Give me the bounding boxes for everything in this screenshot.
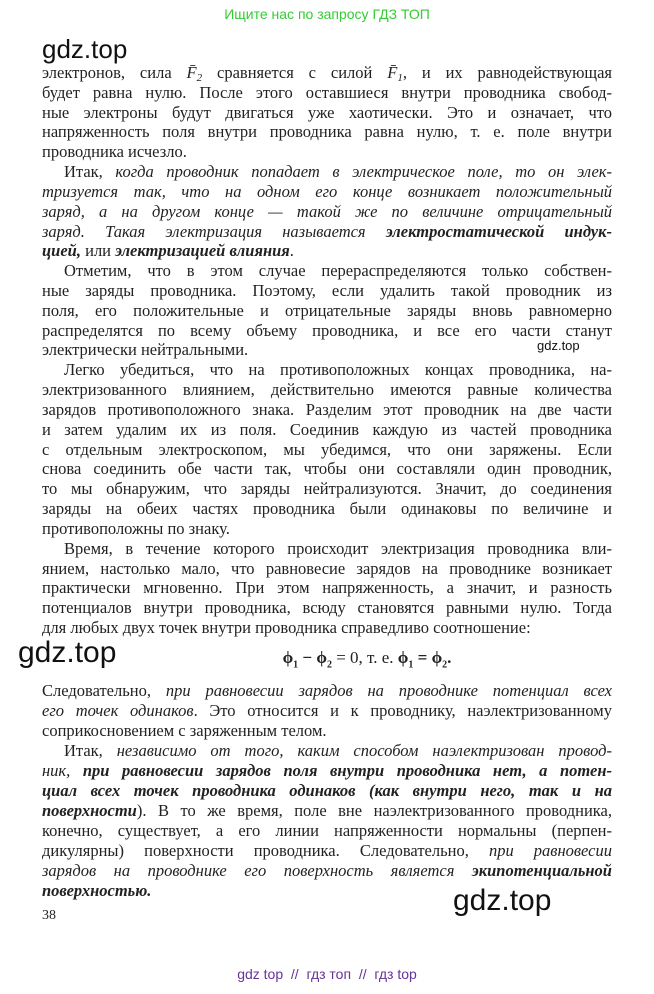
- text-line: [42, 801, 612, 822]
- text-line: [42, 539, 612, 560]
- subscript: 1: [408, 659, 414, 671]
- text-line: [42, 681, 612, 702]
- text-segment: . Это относится и к проводнику, наэлектризованному: [193, 701, 612, 720]
- text-line: [42, 559, 612, 580]
- text-segment: или: [85, 241, 116, 261]
- text-segment: зарядов противоположного знака. Разделим этот проводник на две части: [42, 399, 612, 419]
- phi-symbol: ϕ: [397, 648, 409, 667]
- text-segment: ник,: [42, 761, 83, 780]
- formula-part: −: [298, 648, 317, 667]
- formula-part: =: [413, 648, 432, 667]
- text-line: [42, 162, 612, 183]
- text-line: [42, 721, 612, 742]
- text-line: [42, 103, 612, 124]
- text-segment: F̄: [387, 63, 398, 82]
- text-segment: поверхностью.: [42, 881, 152, 900]
- formula-part: .: [447, 648, 452, 667]
- text-segment: F̄: [186, 63, 197, 82]
- text-line: [42, 459, 612, 480]
- text-segment: поля, его положительные и отрицательные заряды вновь равномерно: [42, 300, 612, 320]
- text-line: [42, 578, 612, 599]
- text-line: [42, 142, 612, 163]
- text-line: [42, 841, 612, 862]
- text-line: [42, 821, 612, 842]
- text-line: [42, 618, 612, 639]
- text-line: [42, 741, 612, 762]
- text-segment: электронов, сила: [42, 63, 187, 82]
- text-line: [42, 281, 612, 302]
- subscript: 2: [326, 659, 332, 671]
- subscript: 1: [293, 659, 299, 671]
- text-line: [42, 380, 612, 401]
- text-segment: зарядов на проводнике его поверхность является: [42, 861, 472, 880]
- text-line: [42, 63, 612, 84]
- text-line: [42, 781, 612, 802]
- text-segment: то мы обнаружим, что заряды нейтрализуются. Значит, до соединения: [42, 479, 612, 499]
- text-segment: электризованного влиянием, действительно имеются равные количества: [42, 380, 612, 400]
- text-segment: снова соединить обе части так, чтобы они составляли один проводник,: [42, 459, 612, 479]
- phi-symbol: ϕ: [431, 648, 443, 667]
- text-segment: электростатической индук-: [385, 221, 612, 241]
- phi-symbol: ϕ: [316, 648, 327, 667]
- text-line: [42, 301, 612, 322]
- text-segment: конечно, существует, а его линии напряженности нормальны (перпен-: [42, 821, 612, 840]
- text-segment: тризуется так, что на одном его конце возникает положительный: [42, 181, 612, 201]
- text-segment: распределятся по всему объему проводника, и все его части станут: [42, 320, 612, 340]
- text-segment: Итак,: [64, 741, 117, 760]
- text-line: [42, 761, 612, 782]
- watermark-logo: gdz.top: [453, 884, 552, 917]
- text-segment: с отдельным электроскопом, мы убедимся, что они заряжены. Если: [42, 439, 612, 459]
- text-segment: практически мгновенно. При этом напряженность, а значит, и разность: [42, 578, 612, 598]
- text-segment: его точек одинаков: [42, 701, 194, 720]
- watermark-logo: gdz.top: [18, 636, 117, 669]
- text-line: [42, 861, 612, 882]
- text-segment: поверхности: [42, 801, 137, 820]
- text-segment: ные заряды проводника. Поэтому, если удалить такой проводник из: [42, 281, 612, 301]
- text-line: [42, 499, 612, 520]
- text-line: [42, 202, 612, 223]
- text-segment: ные электроны будут двигаться уже хаотически. Это и означает, что: [42, 102, 612, 122]
- text-line: [42, 420, 612, 441]
- text-segment: Следовательно,: [42, 681, 166, 700]
- bottom-banner: gdz top // гдз топ // гдз top: [237, 966, 417, 982]
- text-segment: при равновесии: [488, 841, 612, 860]
- text-line: [42, 440, 612, 461]
- text-segment: 2: [196, 72, 203, 84]
- text-segment: электризацией влияния: [115, 241, 290, 261]
- text-line: [42, 360, 612, 381]
- text-line: [42, 701, 612, 722]
- page-number: 38: [42, 908, 56, 923]
- text-segment: противоположны по знаку.: [42, 518, 230, 538]
- top-banner: Ищите нас по запросу ГДЗ ТОП: [224, 6, 430, 22]
- text-segment: независимо от того, каким способом наэлектризован провод-: [116, 741, 612, 760]
- text-segment: заряд, а на другом конце — такой же по величине отрицательный: [42, 201, 612, 221]
- text-segment: соприкосновением с заряженным телом.: [42, 721, 327, 740]
- text-segment: Отметим, что в этом случае перераспределяются только собствен-: [64, 261, 612, 281]
- text-line: [42, 340, 612, 361]
- text-segment: янием, настолько мало, что равновесие зарядов на проводнике возникает: [42, 558, 612, 578]
- text-segment: заряд. Такая электризация называется: [42, 221, 386, 241]
- text-segment: циал всех точек проводника одинаков (как внутри него, так и на: [42, 781, 612, 800]
- text-line: [42, 881, 612, 902]
- text-segment: Итак,: [64, 162, 116, 182]
- text-line: [42, 479, 612, 500]
- text-line: [42, 241, 612, 262]
- text-segment: Время, в течение которого происходит электризация проводника вли-: [64, 538, 612, 558]
- watermark-logo: gdz.top: [537, 338, 580, 353]
- text-line: [42, 400, 612, 421]
- text-segment: , и их равнодействующая: [402, 63, 612, 82]
- text-segment: потенциалов внутри проводника, всюду становятся равными нулю. Тогда: [42, 598, 612, 618]
- text-segment: сравняется с силой: [202, 63, 388, 82]
- subscript: 2: [442, 659, 448, 671]
- formula-part: = 0, т. е.: [331, 648, 398, 667]
- text-segment: при равновесии зарядов на проводнике потенциал всех: [165, 681, 612, 700]
- text-segment: ). В то же время, поле вне наэлектризованного проводника,: [136, 801, 612, 820]
- text-line: [42, 598, 612, 619]
- text-segment: Легко убедиться, что на противоположных концах проводника, на-: [64, 360, 612, 380]
- text-line: [42, 519, 612, 540]
- text-line: [42, 261, 612, 282]
- phi-symbol: ϕ: [282, 648, 294, 667]
- text-segment: будет равна нулю. После этого оставшиеся внутри проводника свобод-: [42, 82, 612, 102]
- text-line: [42, 122, 612, 143]
- formula: [40, 648, 654, 670]
- text-segment: 1: [397, 72, 403, 84]
- text-segment: экипотенциальной: [471, 861, 612, 880]
- text-segment: и затем удалим их из поля. Соединив каждую из частей проводника: [42, 419, 612, 439]
- text-segment: когда проводник попадает в электрическое поле, то он элек-: [115, 162, 612, 182]
- text-line: [42, 321, 612, 342]
- text-segment: проводника исчезло.: [42, 142, 187, 162]
- text-segment: .: [289, 241, 294, 261]
- text-segment: при равновесии зарядов поля внутри проводника нет, а потен-: [82, 761, 612, 780]
- text-line: [42, 182, 612, 203]
- text-line: [42, 222, 612, 243]
- text-segment: напряженность поля внутри проводника равна нулю, т. е. поле внутри: [42, 122, 612, 142]
- text-segment: дикулярны) поверхности проводника. Следовательно,: [42, 841, 489, 860]
- text-segment: заряды на обеих частях проводника были одинаковы по величине и: [42, 499, 612, 519]
- text-segment: цией,: [42, 241, 86, 261]
- text-segment: электрически нейтральными.: [42, 340, 249, 360]
- text-segment: для любых двух точек внутри проводника справедливо соотношение:: [42, 617, 531, 637]
- watermark-logo: gdz.top: [42, 34, 128, 64]
- text-line: [42, 83, 612, 104]
